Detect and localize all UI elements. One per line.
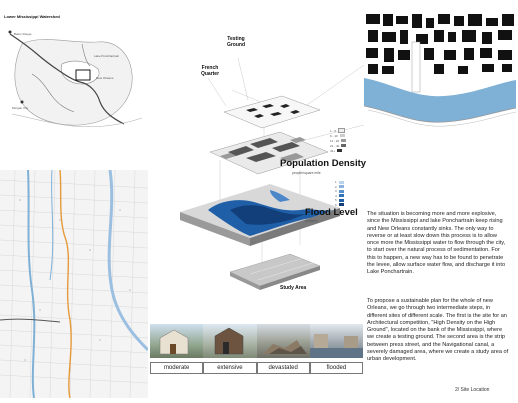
population-legend [330, 128, 356, 153]
paragraph-plan: To propose a sustainable plan for the whole of new Orleans, we go through two intermediate steps, in different sites of different scale. The first is the site for an Architectural competition, "High Density on the High Ground", located on the bank of the Mississippi, where we create a testing ground. The second area is the strip between press street, and the Navigational canal, a severely damaged area, where we create a study area of urban development. [367, 298, 509, 363]
page-footer: 2/ Site Location [455, 387, 490, 393]
flood-legend-label: 6 [335, 202, 337, 207]
population-legend-swatch [338, 128, 345, 133]
population-legend-label: 41+ [330, 148, 336, 153]
photo-flooded [310, 324, 363, 358]
photo-devastated [257, 324, 310, 358]
photo-extensive [203, 324, 256, 358]
place-morgan-city: Morgan City [12, 106, 29, 110]
flood-legend-label: 5 [335, 198, 337, 203]
photo-strip [150, 324, 363, 358]
house-icon [150, 324, 203, 358]
flood-legend-label: 1 [335, 180, 337, 185]
population-legend-label: 1 - 5 [330, 128, 337, 133]
debris-icon [257, 324, 310, 358]
flood-level-title: Flood Level [305, 207, 358, 218]
photo-labels [150, 362, 363, 374]
flood-legend-label: 4 [335, 193, 337, 198]
label-study-area: Study Area [280, 285, 307, 291]
population-legend-swatch [340, 134, 345, 137]
place-new-orleans: New Orleans [96, 76, 114, 80]
photo-label-extensive: extensive [203, 362, 256, 374]
photo-moderate [150, 324, 203, 358]
site-strip-graphic [0, 170, 148, 398]
flood-legend [335, 180, 357, 207]
flood-legend-swatch [339, 203, 344, 206]
paragraph-intro: The situation is becoming more and more explosive, since the Mississippi and lake Ponchartrain keep rising and New Orleans constantly sinks. The only way to reverse or at least slow down this process is to allow once more the Mississippi water to flow through the city, to start over the natural process of sedimentation. For this to happen, a new way has to be found to penetrate the levee, allow surface water flow, and discharge it into Lake Ponchartrain. [367, 211, 506, 276]
label-testing-ground: Testing Ground [226, 36, 246, 48]
flood-legend-swatch [339, 181, 344, 184]
population-legend-label: 6 - 10 [330, 133, 338, 138]
population-density-caption: people/square mile [292, 171, 321, 175]
population-legend-label: 11 - 20 [330, 138, 340, 143]
population-legend-swatch [337, 149, 342, 152]
flooded-street-icon [310, 324, 363, 358]
watershed-map [2, 14, 147, 136]
house-icon [203, 324, 256, 358]
photo-label-flooded: flooded [310, 362, 363, 374]
layer-stack [150, 36, 365, 310]
figure-ground-graphic [364, 12, 516, 130]
layer-stack-graphic [150, 40, 365, 310]
flood-legend-swatch [339, 185, 344, 188]
flood-legend-swatch [339, 194, 344, 197]
photo-label-devastated: devastated [257, 362, 310, 374]
place-lake-pontchartrain: Lake Pontchartrain [94, 54, 120, 58]
population-legend-label: 21 - 40 [330, 143, 340, 148]
flood-legend-label: 3 [335, 189, 337, 194]
place-baton-rouge: Baton Rouge [14, 32, 32, 36]
site-strip-map [0, 170, 148, 398]
photo-label-moderate: moderate [150, 362, 203, 374]
population-legend-swatch [341, 139, 346, 142]
population-legend-swatch [341, 144, 346, 147]
flood-level-caption: (meters) [305, 219, 318, 223]
flood-legend-swatch [339, 199, 344, 202]
flood-legend-label: 2 [335, 184, 337, 189]
population-density-title: Population Density [280, 158, 367, 169]
flood-legend-swatch [339, 190, 344, 193]
label-french-quarter: French Quarter [200, 65, 220, 77]
population-legend-row-5 [330, 148, 356, 153]
figure-ground-map [364, 12, 516, 130]
watershed-title: Lower Mississippi Watershed [4, 14, 60, 19]
